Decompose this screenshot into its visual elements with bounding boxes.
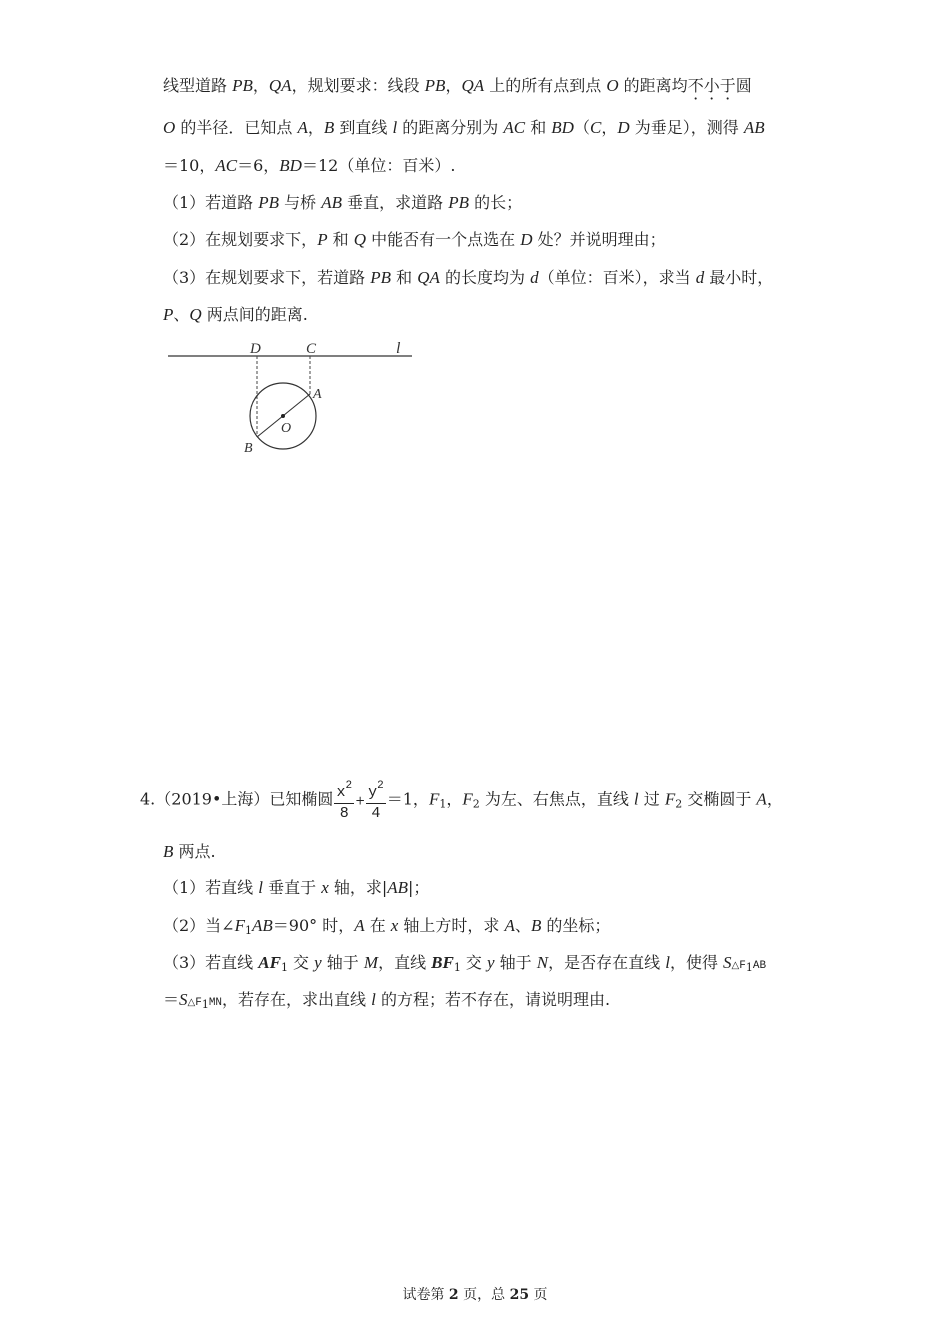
p4-question3: （3）若直线 $AF_1$ 交 y 轴于 M，直线 $BF_1$ 交 y 轴于 N，是否存在直线 l，使得 $S\triangle F_1AB$ [163, 953, 767, 974]
emphasis-char: 小 [703, 76, 720, 95]
p3-line2: O 的半径．已知点 A，B 到直线 l 的距离分别为 AC 和 BD（C，D 为垂足），测得 AB [163, 118, 765, 137]
p4-question2: （2）当$\angle F_1AB=90^\circ$ 时，A 在 x 轴上方时，求 A、B 的坐标； [163, 916, 611, 937]
fraction-x2-over-8: $\frac{x^2}{8}$ [334, 776, 354, 824]
p3-question2: （2）在规划要求下，P 和 Q 中能否有一个点选在 D 处？并说明理由； [163, 230, 666, 249]
p3-question3: （3）在规划要求下，若道路 PB 和 QA 的长度均为 d（单位：百米），求当 d 最小时， [163, 268, 774, 287]
p4-line2: B 两点. [163, 842, 216, 861]
p3-question1: （1）若道路 PB 与桥 AB 垂直，求道路 PB 的长； [163, 193, 523, 212]
label-d: D [250, 341, 261, 357]
geometry-figure [160, 336, 420, 461]
p4-question1: （1）若直线 l 垂直于 x 轴，求|AB|； [163, 878, 430, 897]
center-o [281, 414, 285, 418]
label-o: O [281, 421, 292, 436]
fraction-y2-over-4: $\frac{y^2}{4}$ [366, 776, 386, 824]
label-l: l [396, 340, 401, 357]
p4-line1: 4.（2019•上海）已知椭圆 $\frac{x^2}{8}$ + $\frac{y^2}{4}$ ＝1，$F_1$，$F_2$ 为左、右焦点，直线 l 过 $F_2$ 交椭圆于 A， [140, 776, 783, 826]
problem-number: 4. [140, 789, 156, 809]
total-pages: 25 [509, 1287, 530, 1303]
label-a: A [313, 387, 322, 402]
p3-line1: 线型道路 PB，QA，规划要求：线段 PB，QA 上的所有点到点 O 的距离均不小于圆 [163, 76, 752, 95]
p4-question3-cont: $=S\triangle F_1MN$，若存在，求出直线 l 的方程；若不存在，请说明理由. [163, 990, 611, 1011]
label-b: B [244, 441, 253, 456]
emphasis-char: 不 [687, 76, 704, 95]
page-number: 2 [448, 1287, 459, 1303]
p3-question3-cont: P、Q 两点间的距离. [163, 305, 308, 324]
p3-line3: ＝10，AC＝6，BD＝12（单位：百米）. [163, 156, 456, 175]
emphasis-char: 于 [719, 76, 736, 95]
page-footer: 试卷第 2 页，总 25 页 [402, 1287, 548, 1303]
label-c: C [306, 341, 317, 357]
